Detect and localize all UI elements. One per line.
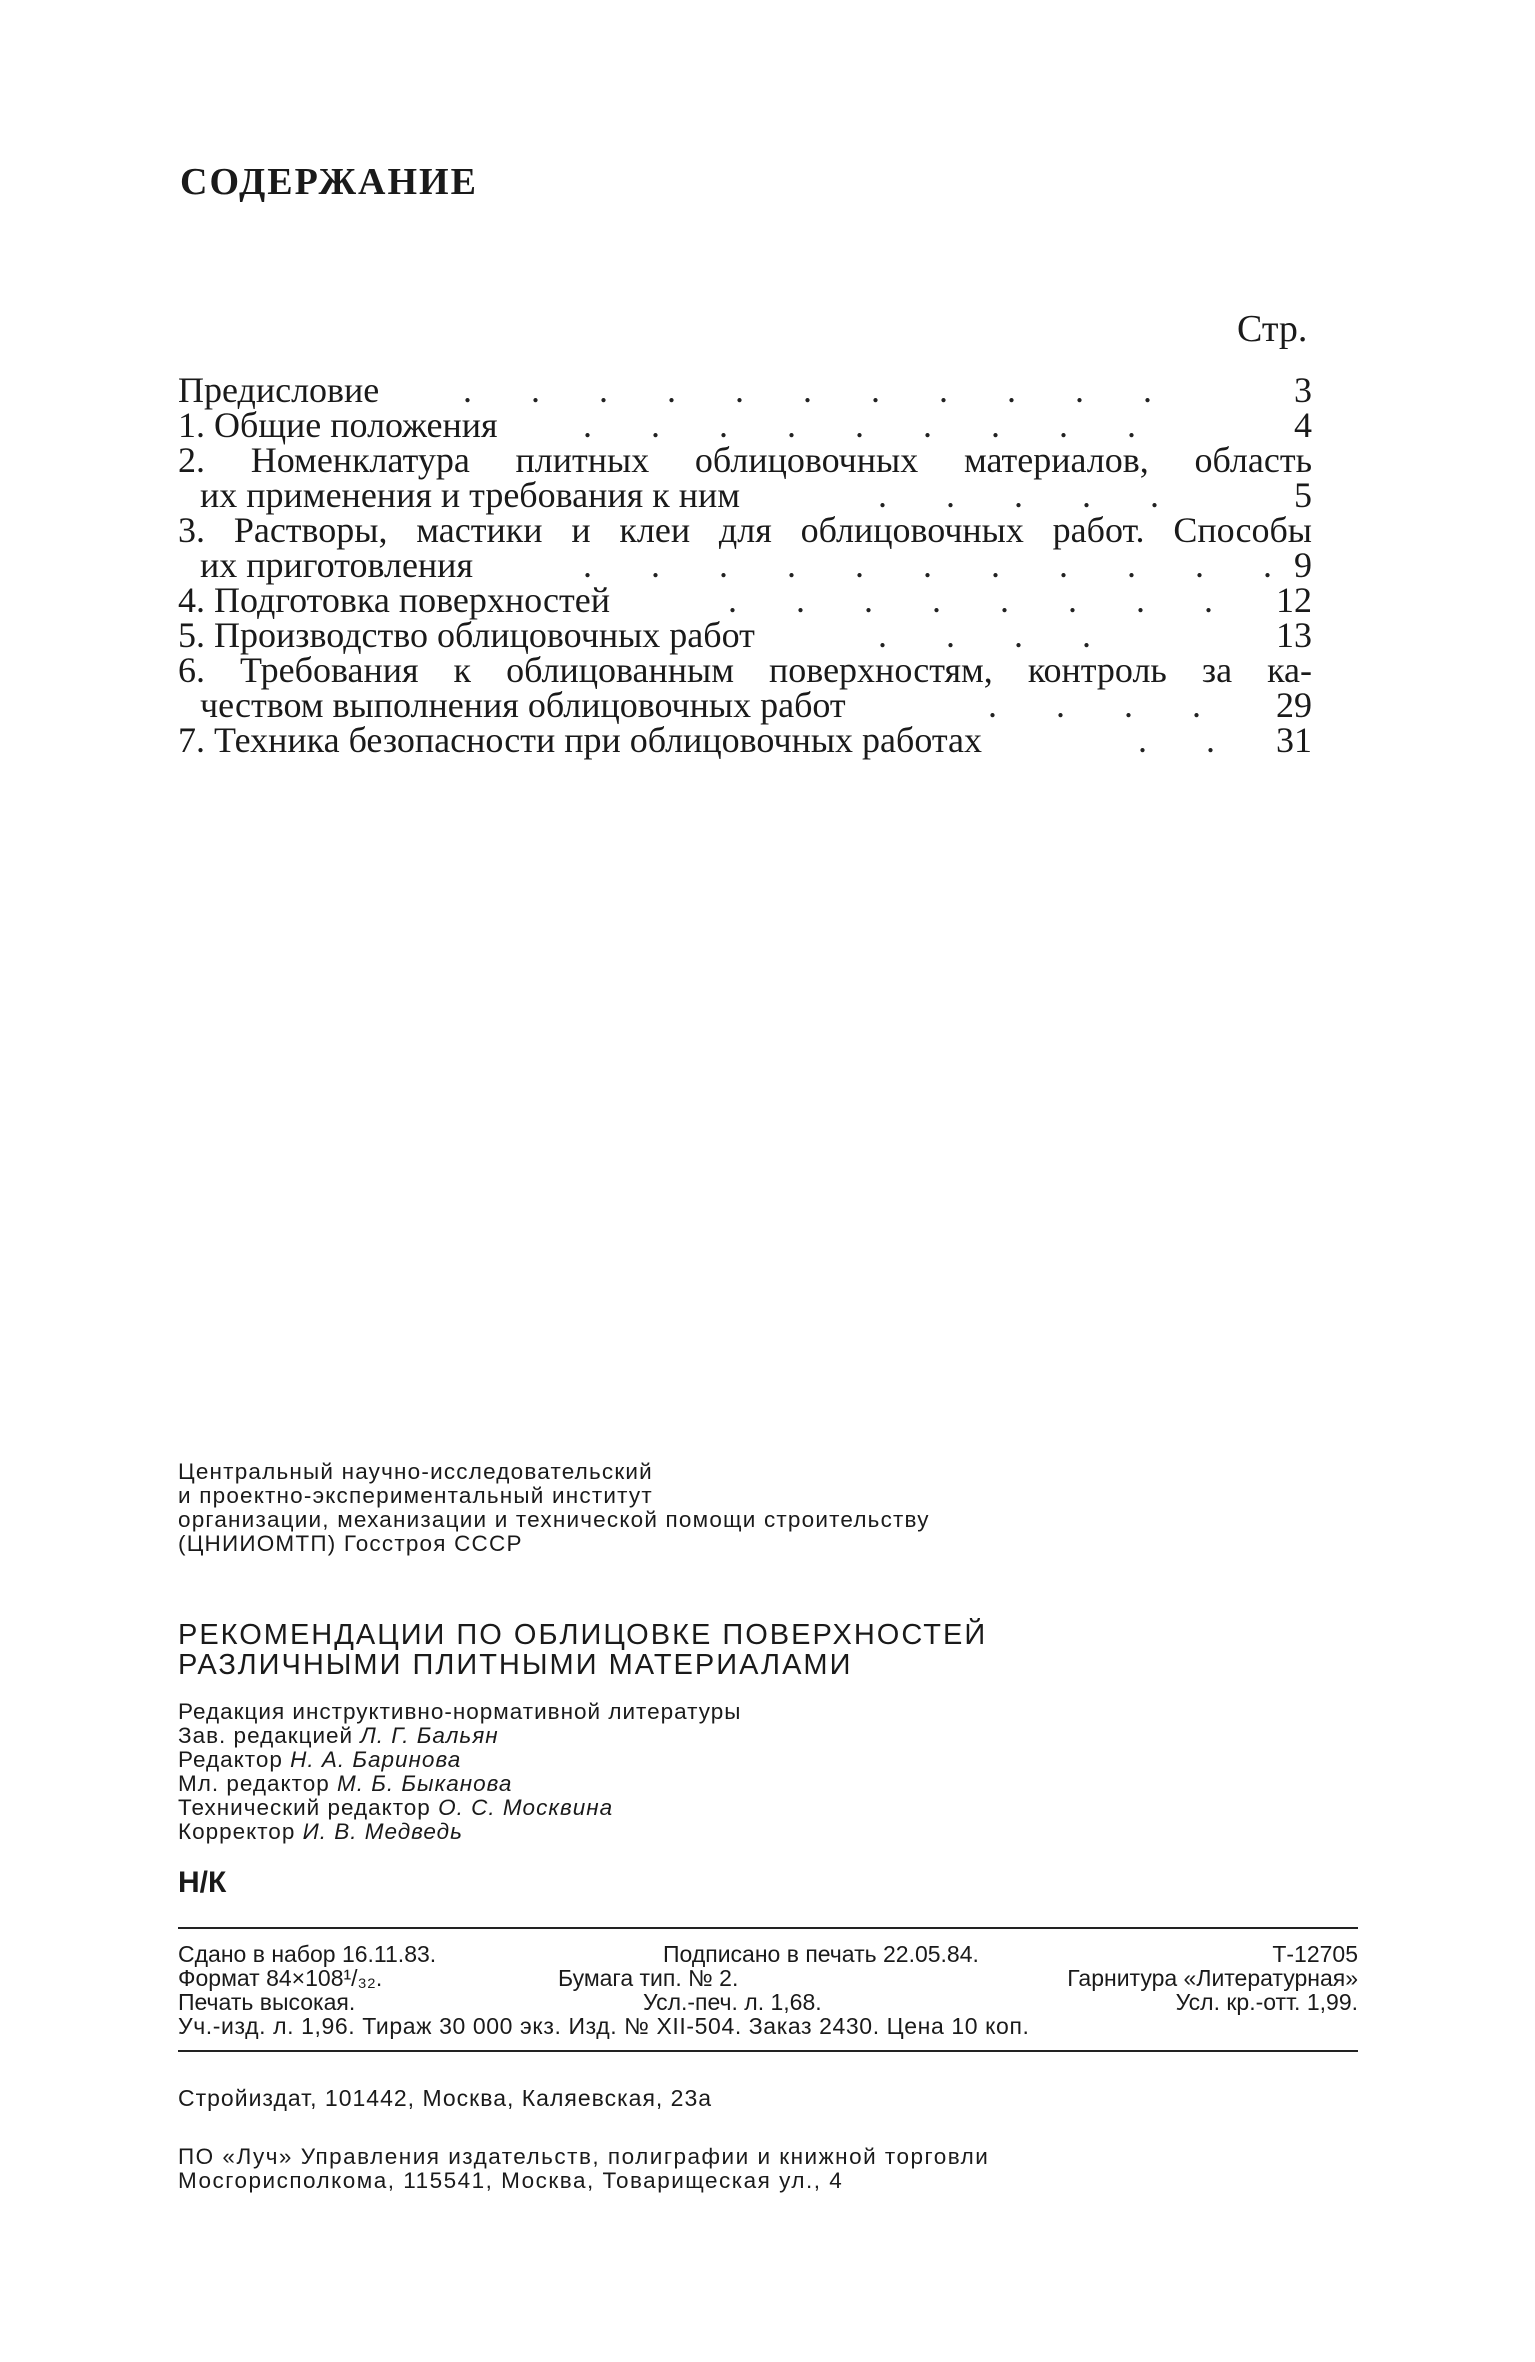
credit-line bbox=[178, 1820, 741, 1844]
toc-entry-text: 6. Требования к облицованным поверхностям, контроль за ка- bbox=[178, 650, 1312, 690]
toc-entry-page: 31 bbox=[1276, 720, 1312, 760]
toc-entry bbox=[178, 720, 1312, 760]
printer-info bbox=[178, 2145, 989, 2193]
tech-row bbox=[178, 1942, 1358, 1966]
toc-entry bbox=[178, 510, 1312, 550]
toc-leader-dots: . . . . . . . . . . . bbox=[463, 370, 1177, 410]
tech-row bbox=[178, 1966, 1358, 1990]
tech-row bbox=[178, 1990, 1358, 2014]
divider-bottom bbox=[178, 2050, 1358, 2052]
tech-cell: Подписано в печать 22.05.84. bbox=[663, 1941, 979, 1967]
toc-entry-text: 5. Производство облицовочных работ bbox=[178, 615, 755, 655]
credit-line bbox=[178, 1796, 741, 1820]
table-of-contents bbox=[178, 370, 1312, 760]
page-column-label: Стр. bbox=[1237, 308, 1308, 350]
toc-entry bbox=[178, 685, 1312, 725]
toc-entry bbox=[178, 440, 1312, 480]
toc-entry-text: 2. Номенклатура плитных облицовочных материалов, область bbox=[178, 440, 1312, 480]
credit-name: Н. А. Баринова bbox=[290, 1747, 462, 1772]
printer-line: ПО «Луч» Управления издательств, полиграфии и книжной торговли bbox=[178, 2144, 990, 2169]
publication-title-line: РЕКОМЕНДАЦИИ ПО ОБЛИЦОВКЕ ПОВЕРХНОСТЕЙ bbox=[178, 1619, 988, 1651]
toc-entry-text: 1. Общие положения bbox=[178, 405, 498, 445]
credit-line bbox=[178, 1772, 741, 1796]
toc-entry-text: их приготовления bbox=[200, 545, 474, 585]
toc-entry-text: 7. Техника безопасности при облицовочных работах bbox=[178, 720, 983, 760]
toc-entry bbox=[178, 405, 1312, 445]
credit-line bbox=[178, 1724, 741, 1748]
toc-entry-page: 12 bbox=[1276, 580, 1312, 620]
credit-line bbox=[178, 1700, 741, 1724]
publication-title bbox=[178, 1620, 987, 1680]
toc-entry-text: их применения и требования к ним bbox=[200, 475, 741, 515]
credit-role: Редактор bbox=[178, 1747, 291, 1772]
divider-top bbox=[178, 1927, 1358, 1929]
technical-data bbox=[178, 1942, 1358, 2038]
toc-entry-page: 3 bbox=[1294, 370, 1312, 410]
credit-name: Л. Г. Бальян bbox=[360, 1723, 499, 1748]
toc-leader-dots: . . . . . . . . . . . bbox=[583, 545, 1297, 585]
toc-leader-dots: . . . . . . . . bbox=[728, 580, 1238, 620]
toc-leader-dots: . . bbox=[1138, 720, 1240, 760]
printer-line: Мосгорисполкома, 115541, Москва, Товарищеская ул., 4 bbox=[178, 2168, 844, 2193]
credit-name: И. В. Медведь bbox=[302, 1819, 463, 1844]
contents-title: СОДЕРЖАНИЕ bbox=[180, 161, 478, 203]
toc-entry-text: Предисловие bbox=[178, 370, 380, 410]
credit-role: Редакция инструктивно-нормативной литературы bbox=[178, 1699, 742, 1724]
organization-line: Центральный научно-исследовательский bbox=[178, 1459, 653, 1484]
credit-role: Зав. редакцией bbox=[178, 1723, 361, 1748]
credit-name: О. С. Москвина bbox=[438, 1795, 614, 1820]
nk-mark: Н/К bbox=[178, 1866, 227, 1899]
toc-entry bbox=[178, 370, 1312, 410]
toc-entry-page: 4 bbox=[1294, 405, 1312, 445]
editorial-credits bbox=[178, 1700, 741, 1844]
tech-cell: Сдано в набор 16.11.83. bbox=[178, 1941, 437, 1967]
credit-name: М. Б. Быканова bbox=[336, 1771, 513, 1796]
tech-cell: Усл.-печ. л. 1,68. bbox=[643, 1989, 822, 2015]
toc-entry bbox=[178, 475, 1312, 515]
credit-role: Мл. редактор bbox=[178, 1771, 337, 1796]
toc-leader-dots: . . . . bbox=[988, 685, 1226, 725]
toc-entry bbox=[178, 580, 1312, 620]
organization-line: и проектно-экспериментальный институт bbox=[178, 1483, 653, 1508]
tech-cell: Т-12705 bbox=[1272, 1941, 1358, 1967]
toc-entry-page: 9 bbox=[1294, 545, 1312, 585]
tech-cell: Бумага тип. № 2. bbox=[558, 1965, 739, 1991]
tech-cell: Усл. кр.-отт. 1,99. bbox=[1175, 1989, 1358, 2015]
toc-leader-dots: . . . . . bbox=[878, 475, 1184, 515]
publisher-address: Стройиздат, 101442, Москва, Каляевская, 23а bbox=[178, 2085, 713, 2111]
organization-line: организации, механизации и технической помощи строительству bbox=[178, 1507, 930, 1532]
organization-line: (ЦНИИОМТП) Госстроя СССР bbox=[178, 1531, 523, 1556]
tech-cell: Формат 84×108¹/₃₂. bbox=[178, 1965, 383, 1991]
credit-line bbox=[178, 1748, 741, 1772]
credit-role: Корректор bbox=[178, 1819, 303, 1844]
tech-cell: Печать высокая. bbox=[178, 1989, 356, 2015]
organization-block bbox=[178, 1460, 930, 1556]
tech-row bbox=[178, 2014, 1358, 2038]
publication-title-line: РАЗЛИЧНЫМИ ПЛИТНЫМИ МАТЕРИАЛАМИ bbox=[178, 1649, 853, 1681]
toc-entry-text: чеством выполнения облицовочных работ bbox=[200, 685, 846, 725]
tech-cell: Гарнитура «Литературная» bbox=[1067, 1965, 1358, 1991]
toc-entry-text: 3. Растворы, мастики и клеи для облицовочных работ. Способы bbox=[178, 510, 1312, 550]
toc-entry-page: 29 bbox=[1276, 685, 1312, 725]
tech-cell: Уч.-изд. л. 1,96. Тираж 30 000 экз. Изд. № XII-504. Заказ 2430. Цена 10 коп. bbox=[178, 2013, 1030, 2039]
toc-entry bbox=[178, 615, 1312, 655]
toc-leader-dots: . . . . . . . . . bbox=[583, 405, 1161, 445]
toc-entry bbox=[178, 650, 1312, 690]
toc-entry-page: 5 bbox=[1294, 475, 1312, 515]
toc-entry bbox=[178, 545, 1312, 585]
toc-entry-page: 13 bbox=[1276, 615, 1312, 655]
toc-entry-text: 4. Подготовка поверхностей bbox=[178, 580, 610, 620]
toc-leader-dots: . . . . bbox=[878, 615, 1116, 655]
credit-role: Технический редактор bbox=[178, 1795, 439, 1820]
